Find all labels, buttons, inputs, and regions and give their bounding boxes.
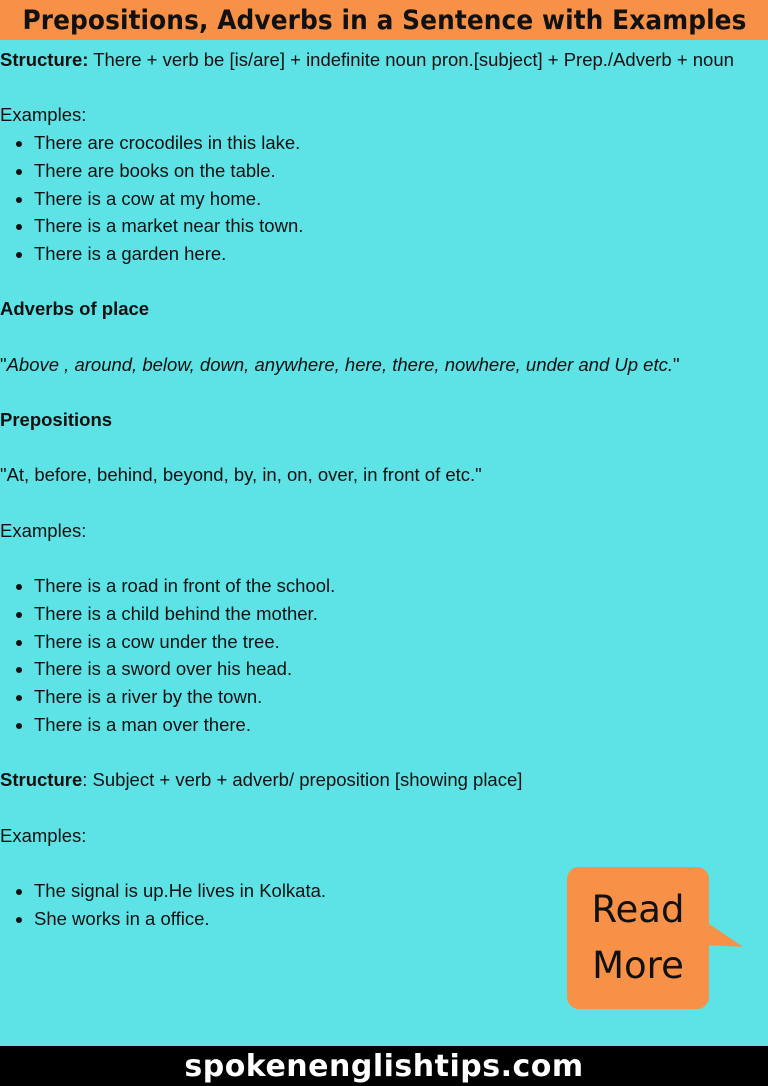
- list-item: • The signal is up.He lives in Kolkata.: [34, 877, 760, 905]
- list-item: • There is a road in front of the school.: [34, 572, 760, 600]
- structure-line-2: [0, 766, 760, 794]
- list-item: • There is a river by the town.: [34, 683, 760, 711]
- structure-text-1: There + verb be [is/are] + indefinite noun pron.[subject] + Prep./Adverb + noun: [88, 49, 734, 70]
- list-item: • There are crocodiles in this lake.: [34, 129, 760, 157]
- site-url[interactable]: spokenenglishtips.com: [184, 1048, 584, 1084]
- list-item: • There is a cow under the tree.: [34, 628, 760, 656]
- structure-line-1: [0, 46, 760, 74]
- structure-text-2: : Subject + verb + adverb/ preposition [showing place]: [82, 769, 523, 791]
- read-more-line-1: Read: [591, 888, 685, 931]
- article-body: [0, 46, 760, 932]
- examples-label-1: Examples:: [0, 104, 87, 126]
- read-more-button[interactable]: [567, 867, 709, 1009]
- structure-label-2: Structure: [0, 769, 83, 791]
- title-banner: [0, 0, 768, 40]
- list-item: • There is a cow at my home.: [34, 185, 760, 213]
- adverbs-list-text: "Above , around, below, down, anywhere, here, there, nowhere, under and Up etc.": [0, 353, 680, 375]
- adverbs-heading: Adverbs of place: [0, 298, 150, 320]
- prepositions-list-text: "At, before, behind, beyond, by, in, on, over, in front of etc.": [0, 464, 482, 486]
- examples-list-1: [0, 129, 760, 268]
- prepositions-heading: Prepositions: [0, 409, 113, 431]
- list-item: • There is a market near this town.: [34, 212, 760, 240]
- structure-label-1: Structure:: [0, 49, 89, 70]
- list-item: • She works in a office.: [34, 905, 760, 933]
- list-item: • There is a man over there.: [34, 711, 760, 739]
- examples-list-2: [0, 572, 760, 738]
- examples-label-3: Examples:: [0, 824, 87, 846]
- page-title: Prepositions, Adverbs in a Sentence with Examples: [21, 4, 747, 36]
- footer-banner: [0, 1046, 768, 1086]
- list-item: • There is a sword over his head.: [34, 655, 760, 683]
- examples-label-2: Examples:: [0, 519, 87, 541]
- list-item: • There is a child behind the mother.: [34, 600, 760, 628]
- list-item: • There are books on the table.: [34, 157, 760, 185]
- list-item: • There is a garden here.: [34, 240, 760, 268]
- read-more-line-2: More: [592, 944, 684, 987]
